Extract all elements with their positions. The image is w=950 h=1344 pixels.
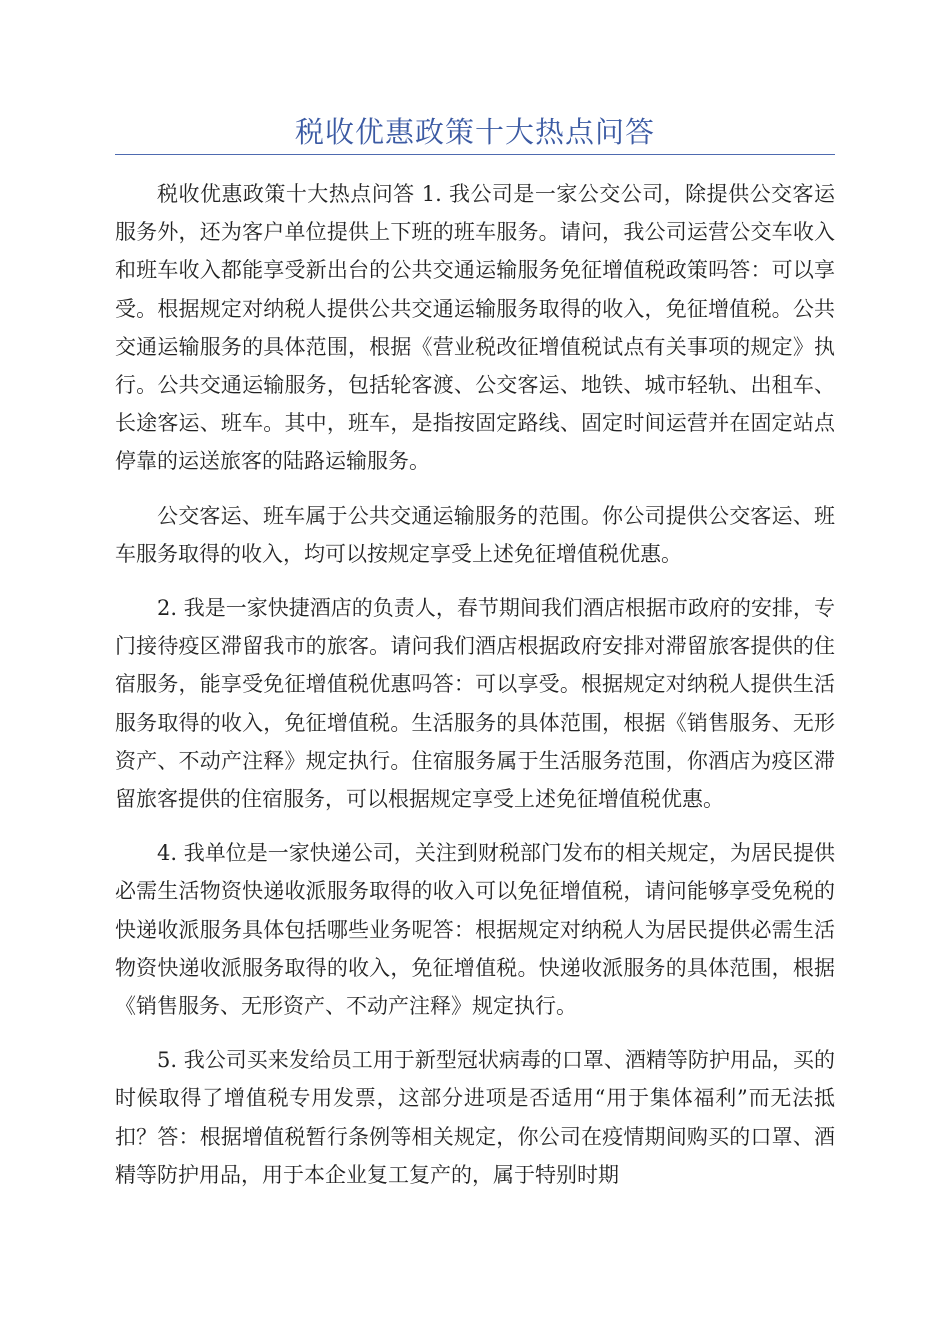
paragraph: 税收优惠政策十大热点问答 1. 我公司是一家公交公司，除提供公交客运服务外，还为客户单位提供上下班的班车服务。请问，我公司运营公交车收入和班车收入都能享受新出台的公共交通运输服务免征增值税政策吗答：可以享受。根据规定对纳税人提供公共交通运输服务取得的收入，免征增值税。公共交通运输服务的具体范围，根据《营业税改征增值税试点有关事项的规定》执行。公共交通运输服务，包括轮客渡、公交客运、地铁、城市轻轨、出租车、长途客运、班车。其中，班车，是指按固定路线、固定时间运营并在固定站点停靠的运送旅客的陆路运输服务。 (115, 182, 835, 474)
paragraph: 5. 我公司买来发给员工用于新型冠状病毒的口罩、酒精等防护用品，买的时候取得了增值税专用发票，这部分进项是否适用“用于集体福利”而无法抵扣？答：根据增值税暂行条例等相关规定，你公司在疫情期间购买的口罩、酒精等防护用品，用于本企业复工复产的，属于特别时期 (115, 1048, 835, 1187)
document-title: 税收优惠政策十大热点问答 (294, 115, 655, 149)
paragraph: 2. 我是一家快捷酒店的负责人，春节期间我们酒店根据市政府的安排，专门接待疫区滞留我市的旅客。请问我们酒店根据政府安排对滞留旅客提供的住宿服务，能享受免征增值税优惠吗答：可以享受。根据规定对纳税人提供生活服务取得的收入，免征增值税。生活服务的具体范围，根据《销售服务、无形资产、不动产注释》规定执行。住宿服务属于生活服务范围，你酒店为疫区滞留旅客提供的住宿服务，可以根据规定享受上述免征增值税优惠。 (115, 596, 835, 812)
title-divider (115, 154, 835, 155)
paragraph: 4. 我单位是一家快递公司，关注到财税部门发布的相关规定，为居民提供必需生活物资快递收派服务取得的收入可以免征增值税，请问能够享受免税的快递收派服务具体包括哪些业务呢答：根据规定对纳税人为居民提供必需生活物资快递收派服务取得的收入，免征增值税。快递收派服务的具体范围，根据《销售服务、无形资产、不动产注释》规定执行。 (115, 841, 835, 1019)
paragraph: 公交客运、班车属于公共交通运输服务的范围。你公司提供公交客运、班车服务取得的收入，均可以按规定享受上述免征增值税优惠。 (115, 503, 835, 566)
document-body (115, 175, 835, 1210)
